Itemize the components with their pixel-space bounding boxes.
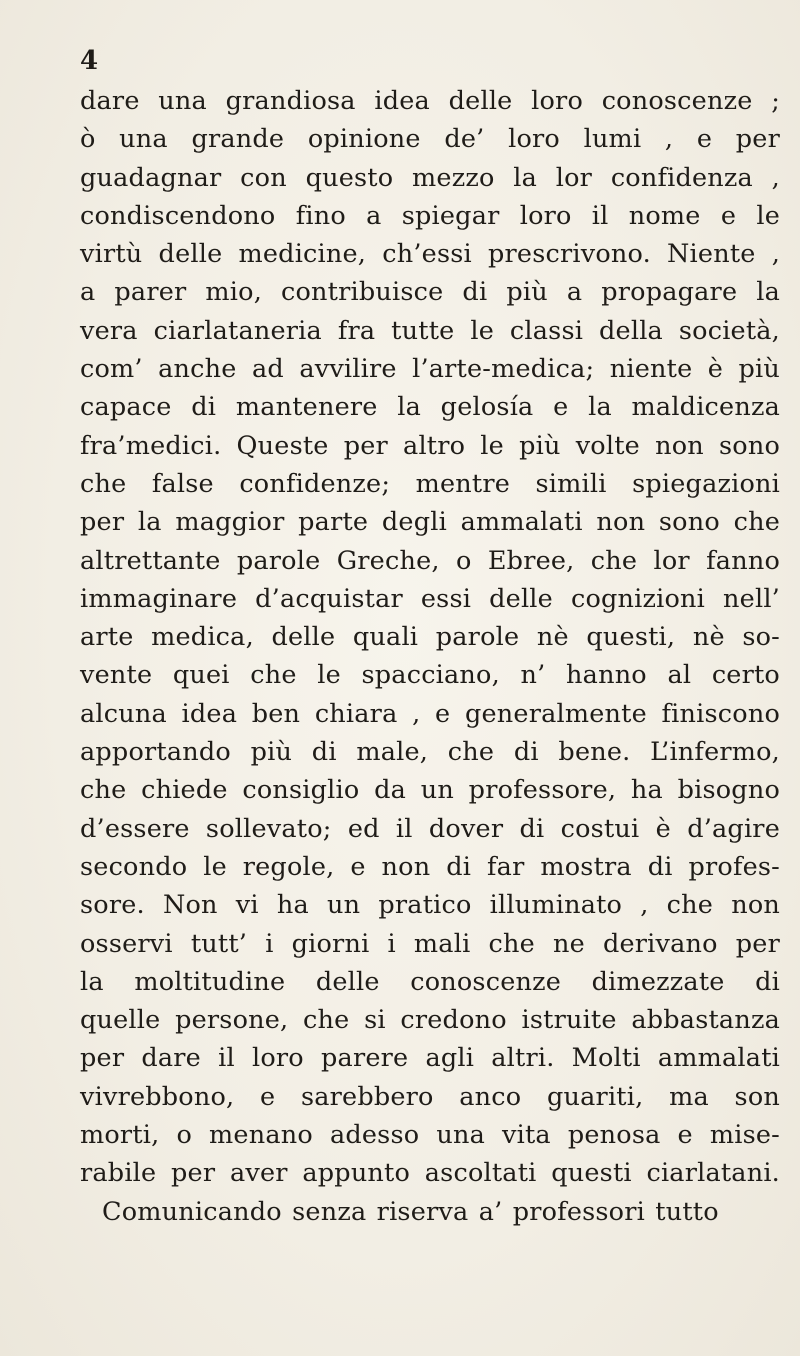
text-line: vera ciarlataneria fra tutte le classi della società, xyxy=(80,315,780,346)
text-line: capace di mantenere la gelosía e la maldicenza xyxy=(80,392,780,423)
text-line: arte medica, delle quali parole nè questi, nè so- xyxy=(80,622,780,653)
text-line: altrettante parole Greche, o Ebree, che lor fanno xyxy=(80,545,780,576)
text-line: che chiede consiglio da un professore, ha bisogno xyxy=(80,775,780,806)
text-line: condiscendono fino a spiegar loro il nome e le xyxy=(80,200,780,231)
text-line: sore. Non vi ha un pratico illuminato , che non xyxy=(80,890,780,921)
text-line-last: Comunicando senza riserva a’ professori tutto xyxy=(102,1196,719,1227)
text-line: dare una grandiosa idea delle loro conoscenze ; xyxy=(80,86,780,116)
text-line: d’essere sollevato; ed il dover di costui è d’agire xyxy=(80,813,780,844)
text-line: secondo le regole, e non di far mostra di profes- xyxy=(80,851,780,882)
text-line: morti, o menano adesso una vita penosa e mise- xyxy=(80,1120,780,1151)
body-text xyxy=(80,82,780,1231)
text-line: apportando più di male, che di bene. L’infermo, xyxy=(80,737,780,768)
text-line: che false confidenze; mentre simili spiegazioni xyxy=(80,468,780,499)
text-line: per dare il loro parere agli altri. Molti ammalati xyxy=(80,1043,780,1074)
text-line: osservi tutt’ i giorni i mali che ne derivano per xyxy=(80,928,780,959)
text-line: rabile per aver appunto ascoltati questi ciarlatani. xyxy=(80,1158,780,1189)
text-line: guadagnar con questo mezzo la lor confidenza , xyxy=(80,162,780,193)
text-line: per la maggior parte degli ammalati non sono che xyxy=(80,507,780,538)
page-number: 4 xyxy=(80,46,99,76)
text-line: vente quei che le spacciano, n’ hanno al certo xyxy=(80,660,780,691)
text-line: com’ anche ad avvilire l’arte-medica; niente è più xyxy=(80,354,780,385)
text-line: alcuna idea ben chiara , e generalmente finiscono xyxy=(80,698,780,729)
text-line: ò una grande opinione de’ loro lumi , e per xyxy=(80,124,780,155)
text-line: a parer mio, contribuisce di più a propagare la xyxy=(80,277,780,308)
text-line: la moltitudine delle conoscenze dimezzate di xyxy=(80,966,780,997)
text-line: virtù delle medicine, ch’essi prescrivono. Niente , xyxy=(80,239,780,270)
text-line: quelle persone, che si credono istruite abbastanza xyxy=(80,1005,780,1036)
text-line: vivrebbono, e sarebbero anco guariti, ma son xyxy=(80,1081,780,1112)
text-line: immaginare d’acquistar essi delle cognizioni nell’ xyxy=(80,583,780,614)
text-line: fra’medici. Queste per altro le più volte non sono xyxy=(80,430,780,461)
